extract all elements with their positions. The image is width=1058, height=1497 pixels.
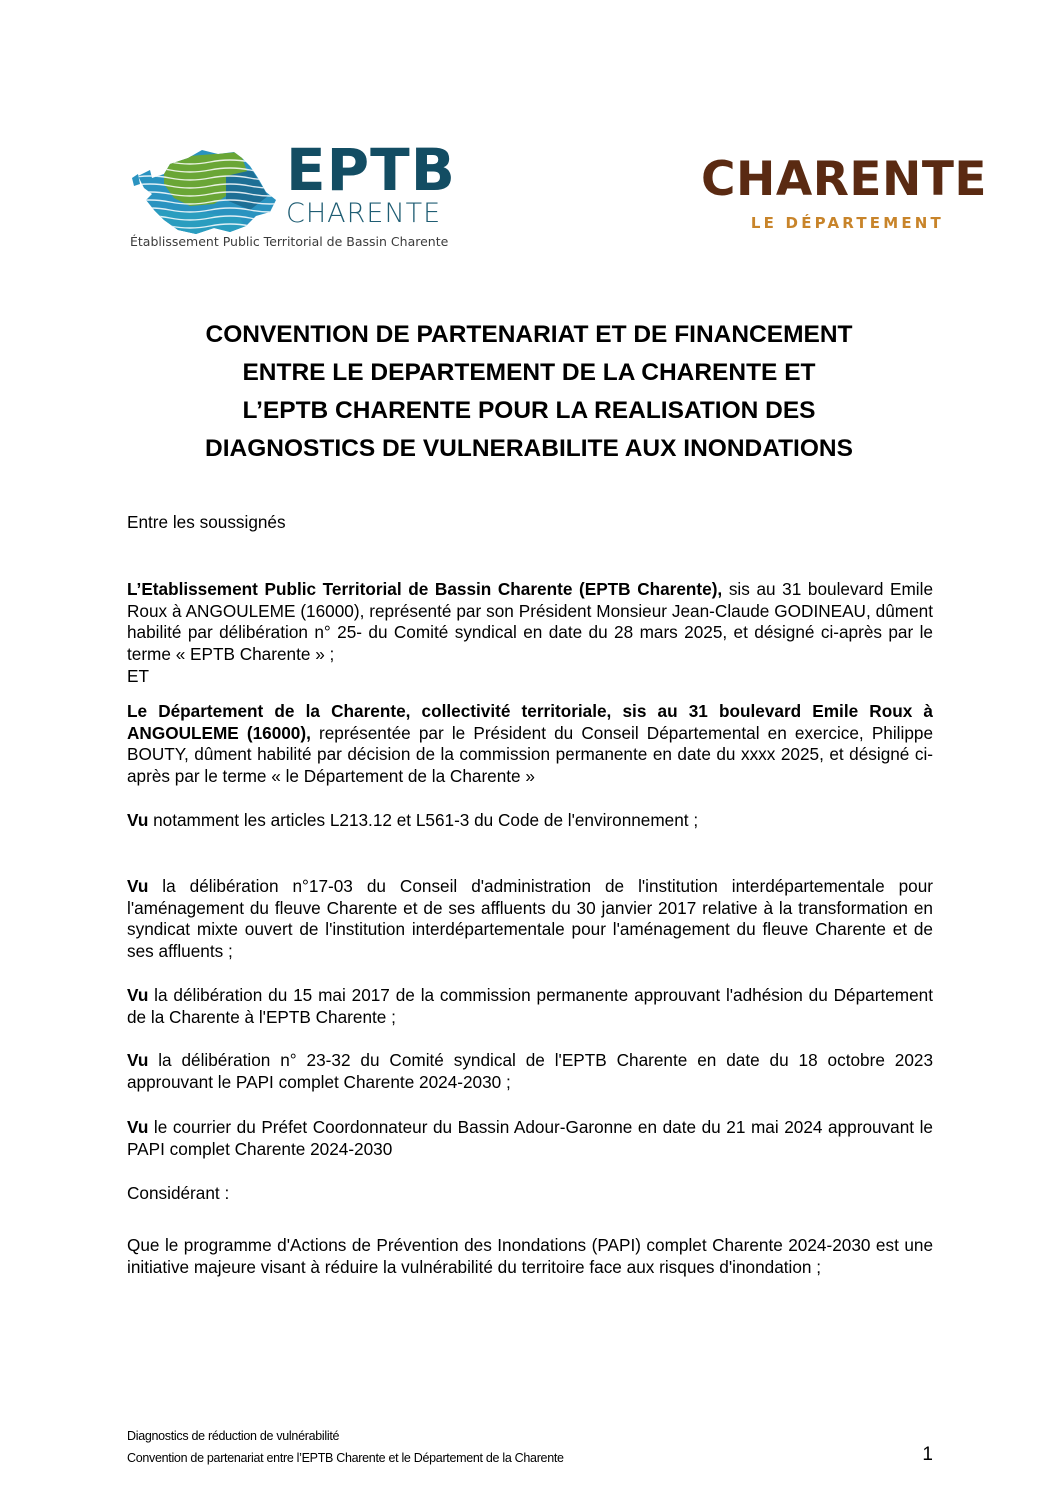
intro-paragraph (127, 512, 933, 534)
eptb-logo (126, 138, 456, 253)
vu-paragraph (127, 1050, 933, 1093)
eptb-logo-caption: Établissement Public Territorial de Bassin Charente (130, 234, 449, 249)
vu-text: la délibération n° 23-32 du Comité syndical de l'EPTB Charente en date du 18 octobre 2023 approuvant le PAPI complet Charente 2024-2030 ; (127, 1050, 933, 1092)
vu-paragraph (127, 985, 933, 1028)
title-line: DIAGNOSTICS DE VULNERABILITE AUX INONDATIONS (205, 435, 853, 462)
intro-text: Entre les soussignés (127, 512, 286, 532)
and-text: ET (127, 666, 149, 686)
vu-label: Vu (127, 876, 149, 896)
title-line: ENTRE LE DEPARTEMENT DE LA CHARENTE ET (242, 359, 816, 386)
title-line: L’EPTB CHARENTE POUR LA REALISATION DES (242, 397, 816, 424)
vu-paragraph (127, 810, 933, 832)
vu-label: Vu (127, 985, 149, 1005)
department-logo-name: CHARENTE (701, 152, 987, 207)
vu-label: Vu (127, 1050, 149, 1070)
considering-text: Que le programme d'Actions de Prévention des Inondations (PAPI) complet Charente 2024-2030 est une initiative majeure visant à réduire la vulnérabilité du territoire face aux risques d'inondation ; (127, 1235, 933, 1277)
page-number: 1 (922, 1444, 933, 1465)
department-logo (700, 154, 1000, 234)
title-line: CONVENTION DE PARTENARIAT ET DE FINANCEMENT (205, 321, 853, 348)
footer-line-1: Diagnostics de réduction de vulnérabilité (127, 1429, 340, 1443)
eptb-logo-subname: CHARENTE (286, 198, 442, 229)
party1-paragraph (127, 579, 933, 665)
document-title (120, 316, 938, 468)
vu-label: Vu (127, 810, 149, 830)
page-footer (127, 1425, 933, 1469)
and-paragraph (127, 666, 933, 688)
vu-paragraph (127, 876, 933, 962)
considering-heading (127, 1183, 933, 1205)
basin-map-icon (130, 148, 278, 234)
vu-text: la délibération du 15 mai 2017 de la commission permanente approuvant l'adhésion du Département de la Charente à l'EPTB Charente ; (127, 985, 933, 1027)
department-logo-subname: LE DÉPARTEMENT (750, 214, 944, 232)
considering-label: Considérant : (127, 1183, 230, 1203)
considering-paragraph (127, 1235, 933, 1278)
vu-text: la délibération n°17-03 du Conseil d'administration de l'institution interdépartementale pour l'aménagement du fleuve Charente et de ses affluents du 30 janvier 2017 relative à la transformation en syndicat mixte ouvert de l'institution interdépartementale pour l'aménagement du fleuve Charente et de ses affluents ; (127, 876, 933, 961)
party2-name: Le Département de la Charente, collectivité territoriale, sis au 31 boulevard Emile Roux à ANGOULEME (16000), (127, 701, 933, 743)
party2-paragraph (127, 701, 933, 787)
party2-details: représentée par le Président du Conseil Départemental en exercice, Philippe BOUTY, dûment habilité par décision de la commission permanente en date du xxxx 2025, et désigné ci-après par le terme « le Département de la Charente » (127, 722, 933, 786)
footer-line-2: Convention de partenariat entre l’EPTB Charente et le Département de la Charente (127, 1451, 564, 1465)
vu-text: notamment les articles L213.12 et L561-3 du Code de l'environnement ; (148, 810, 699, 830)
party1-name: L’Etablissement Public Territorial de Bassin Charente (EPTB Charente), (127, 579, 723, 599)
party1-details: sis au 31 boulevard Emile Roux à ANGOULEME (16000), représenté par son Président Monsieur Jean-Claude GODINEAU, dûment habilité par délibération n° 25- du Comité syndical en date du 28 mars 2025, et désigné ci-après par le terme « EPTB Charente » ; (127, 579, 933, 664)
vu-label: Vu (127, 1117, 149, 1137)
vu-paragraph (127, 1117, 933, 1160)
eptb-logo-name: EPTB (286, 136, 456, 204)
vu-text: le courrier du Préfet Coordonnateur du Bassin Adour-Garonne en date du 21 mai 2024 approuvant le PAPI complet Charente 2024-2030 (127, 1117, 933, 1159)
